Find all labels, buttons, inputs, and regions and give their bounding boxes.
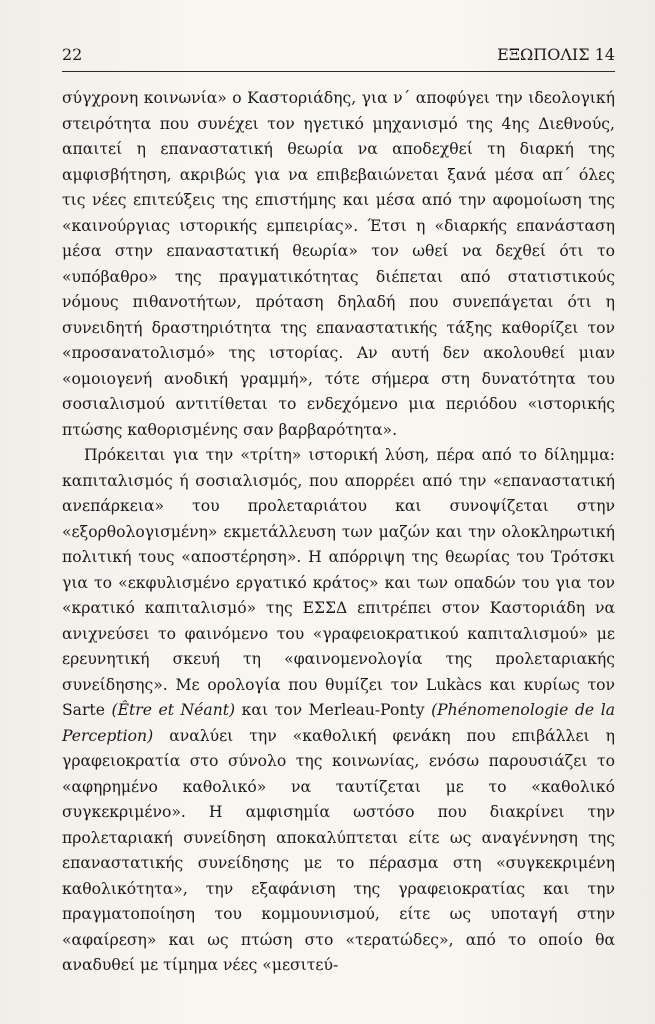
journal-title: ΕΞΩΠΟΛΙΣ 14	[497, 45, 615, 64]
book-title-etre-et-neant: (Être et Néant)	[111, 701, 236, 719]
body-text	[62, 86, 615, 979]
header-rule	[62, 71, 615, 72]
paragraph-2	[62, 443, 615, 979]
running-header	[62, 46, 615, 64]
paragraph-2-part-2: και τον Merleau-Ponty	[235, 701, 432, 719]
paragraph-1: σύγχρονη κοινωνία» ο Καστοριάδης, για ν΄ αποφύγει την ιδεολογική στειρότητα που συνέχει τον ηγετικό μηχανισμό της 4ης Διεθνούς, απαιτεί η επαναστατική θεωρία να αποδεχθεί τη διαρκή της αμφισβήτηση, ακριβώς για να επιβεβαιώνεται ξανά μέσα απ΄ όλες τις νέες επιτεύξεις της επιστήμης και μέσα από την αφομοίωση της «καινούργιας ιστορικής εμπειρίας». Έτσι η «διαρκής επανάσταση μέσα στην επαναστατική θεωρία» τον ωθεί να δεχθεί ότι το «υπόβαθρο» της πραγματικότητας διέπεται από στατιστικούς νόμους πιθανοτήτων, πρόταση δηλαδή που συνεπάγεται ότι η συνειδητή δραστηριότητα της επαναστατικής τάξης καθορίζει τον «προσανατολισμό» της ιστορίας. Αν αυτή δεν ακολουθεί μιαν «ομοιογενή ανοδική γραμμή», τότε σήμερα στη δυνατότητα του σοσιαλισμού αντιτίθεται το ενδεχόμενο μια περιόδου «ιστορικής πτώσης καθορισμένης σαν βαρβαρότητα».	[62, 89, 615, 439]
book-title-phenomenologie: (Phénomenologie de la Perception)	[62, 701, 616, 745]
page-number: 22	[62, 45, 83, 64]
paragraph-2-part-1: Πρόκειται για την «τρίτη» ιστορική λύση, πέρα από το δίλημμα: καπιταλισμός ή σοσιαλισμός, που απορρέει από την «επαναστατική ανεπάρκεια» του προλεταριάτου και συνοψίζεται στην «εξορθολογισμένη» εκμετάλλευση των μαζών και την ολοκληρωτική πολιτική τους «αποστέρηση». Η απόρριψη της θεωρίας του Τρότσκι για το «εκφυλισμένο εργατικό κράτος» και των οπαδών του για τον «κρατικό καπιταλισμό» της ΕΣΣΔ επιτρέπει στον Καστοριάδη να ανιχνεύσει το φαινόμενο του «γραφειοκρατικού καπιταλισμού» με ερευνητική σκευή τη «φαινομενολογία της προλεταριακής συνείδησης». Με ορολογία που θυμίζει τον Lukàcs και κυρίως τον Sarte	[62, 446, 615, 719]
paragraph-2-part-3: αναλύει την «καθολική φενάκη που επιβάλλει η γραφειοκρατία στο σύνολο της κοινωνίας, ενόσω παρουσιάζει το «αφηρημένο καθολικό» να ταυτίζεται με το «καθολικό συγκεκριμένο». Η αμφισημία ωστόσο που διακρίνει την προλεταριακή συνείδηση αποκαλύπτεται είτε ως αναγέννηση της επαναστατικής συνείδησης με το πέρασμα στη «συγκεκριμένη καθολικότητα», την εξαφάνιση της γραφειοκρατίας και την πραγματοποίηση του κομμουνισμού, είτε ως υποταγή στην «αφαίρεση» και ως πτώση στο «τερατώδες», από το οποίο θα αναδυθεί με τίμημα νέες «μεσιτεύ-	[62, 726, 615, 974]
